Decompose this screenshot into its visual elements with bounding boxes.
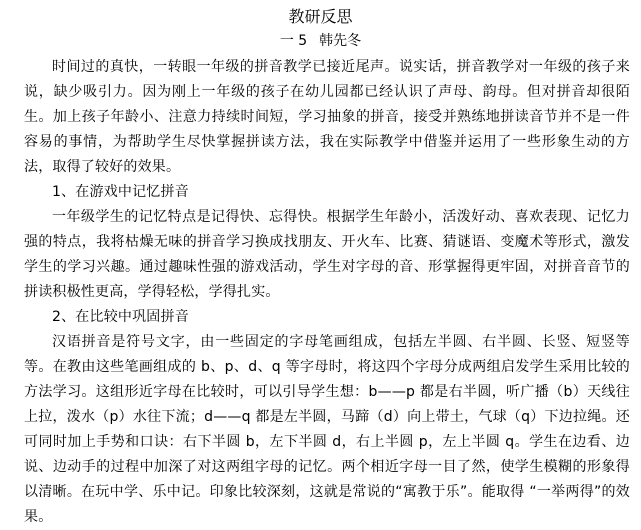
- section-paragraph-1: 一年级学生的记忆特点是记得快、忘得快。根据学生年龄小，活泼好动、喜欢表现、记忆力强的特点，我将枯燥无味的拼音学习换成找朋友、开火车、比赛、猜谜语、变魔术等形式，激发学生的学习兴趣。通过趣味性强的游戏活动，学生对字母的音、形掌握得更牢固，对拼音音节的拼读积极性更高，学得轻松，学得扎实。: [24, 209, 630, 300]
- class-label: 一 5: [279, 33, 308, 49]
- section-paragraph-2: 汉语拼音是符号文字，由一些固定的字母笔画组成，包括左半圆、右半圆、长竖、短竖等等。在教由这些笔画组成的 b、p、d、q 等字母时，将这四个字母分成两组启发学生采用比较的方法学习。这组形近字母在比较时，可以引导学生想：b——p 都是右半圆，听广播（b）天线往上拉，泼水（p）水往下流；d——q 都是左半圆，马蹄（d）向上带土，气球（q）下边拉绳。还可同时加上手势和口诀：右下半圆 b，左下半圆 d，右上半圆 p，左上半圆 q。学生在边看、边说、边动手的过程中加深了对这两组字母的记忆。两个相近字母一目了然，使学生模糊的形象得以清晰。在玩中学、乐中记。印象比较深刻，这就是常说的“寓教于乐”。能取得 “一举两得”的效果。: [24, 334, 630, 525]
- document-title: 教研反思: [288, 7, 353, 26]
- author-name: 韩先冬: [319, 33, 362, 49]
- section-heading-1: 1、在游戏中记忆拼音: [52, 184, 189, 200]
- section-heading-2: 2、在比较中巩固拼音: [52, 309, 189, 325]
- byline: [0, 30, 641, 52]
- document-body: [24, 55, 630, 530]
- intro-paragraph: 时间过的真快，一转眼一年级的拼音教学已接近尾声。说实话，拼音教学对一年级的孩子来说，缺少吸引力。因为刚上一年级的孩子在幼儿园都已经认识了声母、韵母。但对拼音却很陌生。加上孩子年龄小、注意力持续时间短，学习抽象的拼音，接受并熟练地拼读音节并不是一件容易的事情，为帮助学生尽快掌握拼读方法，我在实际教学中借鉴并运用了一些形象生动的方法，取得了较好的效果。: [24, 59, 630, 175]
